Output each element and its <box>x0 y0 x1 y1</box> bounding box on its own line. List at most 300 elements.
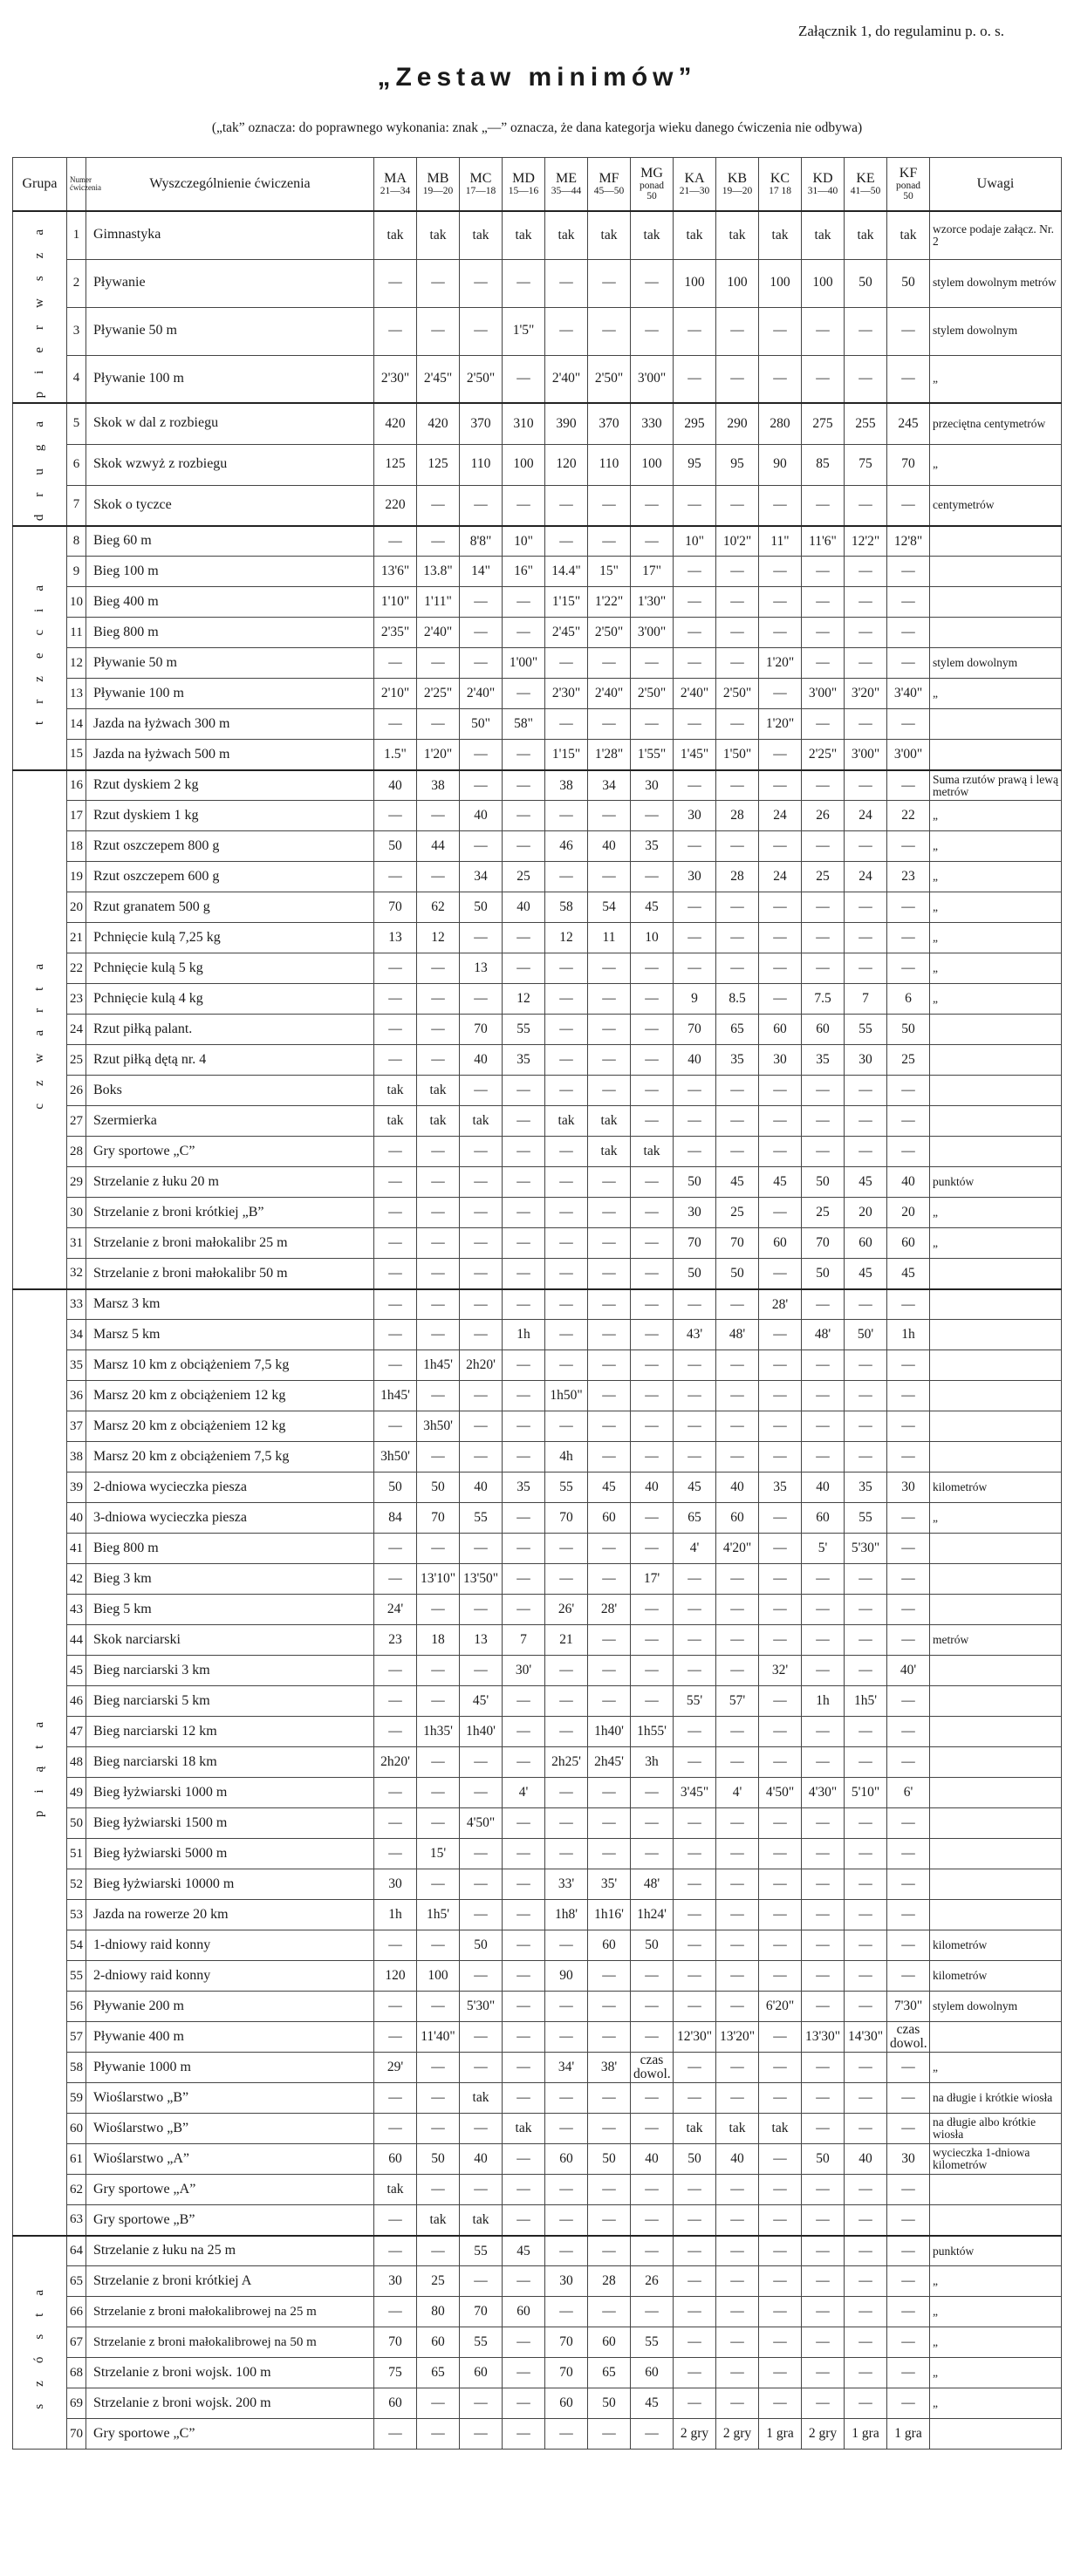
exercise-number: 29 <box>67 1167 86 1198</box>
value-cell: — <box>417 2388 460 2419</box>
value-cell: — <box>716 1992 759 2022</box>
value-cell: 2'40" <box>545 355 588 403</box>
remarks-cell: stylem dowolnym <box>930 307 1062 355</box>
value-cell: — <box>417 2053 460 2083</box>
value-cell: — <box>417 1442 460 1472</box>
value-cell: — <box>802 1992 845 2022</box>
remarks-cell <box>930 1259 1062 1289</box>
value-cell: 45 <box>845 1167 887 1198</box>
value-cell: — <box>845 2175 887 2205</box>
value-cell: — <box>674 1625 716 1656</box>
value-cell: — <box>759 1839 802 1869</box>
value-cell: 40 <box>845 2144 887 2175</box>
table-row <box>13 2144 1062 2175</box>
value-cell: 3'40" <box>887 679 930 709</box>
value-cell: — <box>631 984 674 1015</box>
value-cell: — <box>460 2175 503 2205</box>
remarks-cell: „ <box>930 984 1062 1015</box>
value-cell: 55 <box>845 1503 887 1534</box>
col-cat-0: MA 21—34 <box>374 158 417 212</box>
table-row <box>13 2358 1062 2388</box>
remarks-cell: stylem dowolnym <box>930 1992 1062 2022</box>
value-cell: — <box>674 2205 716 2236</box>
value-cell: 30 <box>674 1198 716 1228</box>
exercise-name: 1-dniowy raid konny <box>86 1930 374 1961</box>
table-row <box>13 648 1062 679</box>
table-row <box>13 2205 1062 2236</box>
value-cell: tak <box>716 211 759 259</box>
value-cell: 58" <box>503 709 545 740</box>
value-cell: 2'10" <box>374 679 417 709</box>
value-cell: — <box>716 2327 759 2358</box>
value-cell: 62 <box>417 892 460 923</box>
value-cell: — <box>674 2388 716 2419</box>
value-cell: 6'20" <box>759 1992 802 2022</box>
value-cell: — <box>674 1076 716 1106</box>
exercise-number: 12 <box>67 648 86 679</box>
value-cell: — <box>759 2388 802 2419</box>
remarks-cell: centymetrów <box>930 485 1062 526</box>
table-row <box>13 2297 1062 2327</box>
value-cell: — <box>674 1564 716 1595</box>
value-cell: — <box>759 1595 802 1625</box>
table-row <box>13 557 1062 587</box>
value-cell: — <box>460 770 503 801</box>
value-cell: — <box>802 831 845 862</box>
value-cell: — <box>716 2236 759 2266</box>
value-cell: — <box>588 1442 631 1472</box>
remarks-cell <box>930 1381 1062 1411</box>
value-cell: — <box>374 1259 417 1289</box>
value-cell: 24' <box>374 1595 417 1625</box>
table-row <box>13 1625 1062 1656</box>
value-cell: — <box>716 618 759 648</box>
remarks-cell: „ <box>930 2266 1062 2297</box>
value-cell: 2'50" <box>588 618 631 648</box>
value-cell: 50 <box>845 259 887 307</box>
value-cell: 30 <box>674 801 716 831</box>
value-cell: — <box>503 485 545 526</box>
value-cell: — <box>417 953 460 984</box>
value-cell: — <box>802 923 845 953</box>
value-cell: — <box>845 2053 887 2083</box>
value-cell: — <box>674 1381 716 1411</box>
exercise-name: Rzut granatem 500 g <box>86 892 374 923</box>
value-cell: — <box>716 1808 759 1839</box>
value-cell: — <box>374 1564 417 1595</box>
value-cell: 255 <box>845 403 887 444</box>
value-cell: — <box>588 526 631 557</box>
value-cell: 1h45' <box>374 1381 417 1411</box>
value-cell: — <box>588 1778 631 1808</box>
value-cell: — <box>374 2022 417 2053</box>
value-cell: 2'40" <box>460 679 503 709</box>
value-cell: 100 <box>674 259 716 307</box>
value-cell: 13.8" <box>417 557 460 587</box>
table-row <box>13 2083 1062 2114</box>
value-cell: — <box>417 1320 460 1350</box>
value-cell: 13'30" <box>802 2022 845 2053</box>
value-cell: — <box>887 831 930 862</box>
value-cell: — <box>417 1534 460 1564</box>
exercise-number: 11 <box>67 618 86 648</box>
value-cell: 35 <box>845 1472 887 1503</box>
value-cell: 5'30" <box>845 1534 887 1564</box>
value-cell: — <box>802 1656 845 1686</box>
value-cell: — <box>503 1839 545 1869</box>
value-cell: — <box>631 1778 674 1808</box>
table-row <box>13 1503 1062 1534</box>
value-cell: 280 <box>759 403 802 444</box>
value-cell: — <box>374 1930 417 1961</box>
value-cell: 13'50" <box>460 1564 503 1595</box>
col-remarks: Uwagi <box>930 158 1062 212</box>
value-cell: — <box>887 1930 930 1961</box>
value-cell: — <box>674 892 716 923</box>
value-cell: 2'30" <box>374 355 417 403</box>
value-cell: — <box>716 485 759 526</box>
table-row <box>13 1106 1062 1137</box>
value-cell: — <box>674 2327 716 2358</box>
value-cell: tak <box>802 211 845 259</box>
value-cell: — <box>503 355 545 403</box>
value-cell: — <box>802 2175 845 2205</box>
value-cell: 5'30" <box>460 1992 503 2022</box>
table-row <box>13 2022 1062 2053</box>
value-cell: 45 <box>759 1167 802 1198</box>
value-cell: — <box>716 1747 759 1778</box>
value-cell: — <box>802 1350 845 1381</box>
value-cell: — <box>460 984 503 1015</box>
value-cell: — <box>802 587 845 618</box>
value-cell: — <box>887 1961 930 1992</box>
value-cell: — <box>503 1717 545 1747</box>
value-cell: — <box>674 1106 716 1137</box>
value-cell: — <box>460 1961 503 1992</box>
value-cell: 12 <box>417 923 460 953</box>
value-cell: 17" <box>631 557 674 587</box>
exercise-number: 42 <box>67 1564 86 1595</box>
value-cell: 70 <box>460 2297 503 2327</box>
value-cell: — <box>417 1137 460 1167</box>
table-row <box>13 679 1062 709</box>
exercise-number: 10 <box>67 587 86 618</box>
value-cell: — <box>545 1808 588 1839</box>
table-row <box>13 1900 1062 1930</box>
value-cell: — <box>759 1503 802 1534</box>
value-cell: — <box>374 1167 417 1198</box>
value-cell: — <box>460 1839 503 1869</box>
value-cell: — <box>631 2205 674 2236</box>
exercise-name: Bieg 800 m <box>86 618 374 648</box>
value-cell: — <box>802 770 845 801</box>
value-cell: — <box>887 557 930 587</box>
value-cell: — <box>460 1320 503 1350</box>
value-cell: 35 <box>759 1472 802 1503</box>
value-cell: 30 <box>674 862 716 892</box>
exercise-name: Strzelanie z broni małokalibrowej na 50 m <box>86 2327 374 2358</box>
value-cell: 45 <box>631 2388 674 2419</box>
value-cell: — <box>503 1228 545 1259</box>
value-cell: — <box>631 801 674 831</box>
value-cell: — <box>845 2388 887 2419</box>
value-cell: — <box>588 801 631 831</box>
exercise-name: Pływanie <box>86 259 374 307</box>
value-cell: 40 <box>460 801 503 831</box>
value-cell: — <box>588 2022 631 2053</box>
remarks-cell: przeciętna centymetrów <box>930 403 1062 444</box>
value-cell: 7.5 <box>802 984 845 1015</box>
value-cell: 70 <box>545 2358 588 2388</box>
value-cell: — <box>802 1717 845 1747</box>
value-cell: — <box>802 2114 845 2144</box>
value-cell: 30 <box>887 1472 930 1503</box>
value-cell: tak <box>716 2114 759 2144</box>
value-cell: — <box>545 526 588 557</box>
remarks-cell <box>930 1900 1062 1930</box>
value-cell: — <box>545 1045 588 1076</box>
remarks-cell <box>930 2205 1062 2236</box>
value-cell: 13'6" <box>374 557 417 587</box>
value-cell: 2h25' <box>545 1747 588 1778</box>
remarks-cell <box>930 1656 1062 1686</box>
value-cell: — <box>503 740 545 770</box>
value-cell: — <box>545 1656 588 1686</box>
value-cell: 30 <box>374 2266 417 2297</box>
value-cell: — <box>374 648 417 679</box>
remarks-cell <box>930 1595 1062 1625</box>
value-cell: 55 <box>545 1472 588 1503</box>
value-cell: 1h <box>503 1320 545 1350</box>
value-cell: — <box>887 2114 930 2144</box>
value-cell: — <box>674 2083 716 2114</box>
value-cell: 7 <box>845 984 887 1015</box>
value-cell: — <box>802 355 845 403</box>
exercise-name: Strzelanie z broni wojsk. 100 m <box>86 2358 374 2388</box>
exercise-number: 53 <box>67 1900 86 1930</box>
value-cell: 13 <box>460 1625 503 1656</box>
value-cell: — <box>887 587 930 618</box>
value-cell: — <box>802 307 845 355</box>
table-row <box>13 1381 1062 1411</box>
value-cell: — <box>460 2419 503 2450</box>
remarks-cell <box>930 1839 1062 1869</box>
value-cell: 15' <box>417 1839 460 1869</box>
value-cell: 70 <box>716 1228 759 1259</box>
value-cell: 16" <box>503 557 545 587</box>
table-row <box>13 801 1062 831</box>
value-cell: 30 <box>845 1045 887 1076</box>
remarks-cell: punktów <box>930 2236 1062 2266</box>
col-cat-2: MC 17—18 <box>460 158 503 212</box>
value-cell: — <box>588 1228 631 1259</box>
value-cell: 12 <box>545 923 588 953</box>
value-cell: 60 <box>631 2358 674 2388</box>
value-cell: — <box>503 1564 545 1595</box>
exercise-name: Rzut piłką palant. <box>86 1015 374 1045</box>
table-row <box>13 1472 1062 1503</box>
value-cell: — <box>631 2297 674 2327</box>
remarks-cell: wzorce podaje załącz. Nr. 2 <box>930 211 1062 259</box>
exercise-name: Marsz 10 km z obciążeniem 7,5 kg <box>86 1350 374 1381</box>
table-row <box>13 1869 1062 1900</box>
value-cell: tak <box>374 1076 417 1106</box>
value-cell: 2h20' <box>460 1350 503 1381</box>
value-cell: 24 <box>759 801 802 831</box>
exercise-number: 59 <box>67 2083 86 2114</box>
value-cell: 125 <box>374 444 417 485</box>
value-cell: 60 <box>374 2144 417 2175</box>
remarks-cell <box>930 1808 1062 1839</box>
value-cell: 1'15" <box>545 587 588 618</box>
value-cell: — <box>631 1381 674 1411</box>
table-row <box>13 1961 1062 1992</box>
value-cell: 12'30" <box>674 2022 716 2053</box>
value-cell: — <box>545 2419 588 2450</box>
value-cell: — <box>503 1961 545 1992</box>
value-cell: 100 <box>716 259 759 307</box>
value-cell: 50 <box>802 1259 845 1289</box>
value-cell: 3h <box>631 1747 674 1778</box>
value-cell: 28' <box>759 1289 802 1320</box>
value-cell: 23 <box>887 862 930 892</box>
value-cell: — <box>845 953 887 984</box>
remarks-cell: stylem dowolnym <box>930 648 1062 679</box>
remarks-cell: „ <box>930 2327 1062 2358</box>
remarks-cell: „ <box>930 1503 1062 1534</box>
value-cell: — <box>417 801 460 831</box>
value-cell: — <box>631 1503 674 1534</box>
value-cell: — <box>845 1992 887 2022</box>
value-cell: 10'2" <box>716 526 759 557</box>
value-cell: — <box>545 801 588 831</box>
value-cell: — <box>759 355 802 403</box>
value-cell: 275 <box>802 403 845 444</box>
value-cell: — <box>503 2144 545 2175</box>
value-cell: 290 <box>716 403 759 444</box>
value-cell: — <box>674 2297 716 2327</box>
value-cell: 95 <box>674 444 716 485</box>
value-cell: — <box>545 307 588 355</box>
value-cell: — <box>887 770 930 801</box>
value-cell: — <box>674 709 716 740</box>
value-cell: — <box>802 1839 845 1869</box>
exercise-number: 67 <box>67 2327 86 2358</box>
value-cell: — <box>417 1778 460 1808</box>
value-cell: 50" <box>460 709 503 740</box>
value-cell: — <box>460 1228 503 1259</box>
value-cell: — <box>588 709 631 740</box>
value-cell: — <box>845 2358 887 2388</box>
table-row <box>13 403 1062 444</box>
value-cell: 45 <box>588 1472 631 1503</box>
value-cell: — <box>759 1198 802 1228</box>
value-cell: 3'20" <box>845 679 887 709</box>
exercise-name: Jazda na łyżwach 500 m <box>86 740 374 770</box>
value-cell: — <box>460 485 503 526</box>
exercise-number: 68 <box>67 2358 86 2388</box>
exercise-number: 37 <box>67 1411 86 1442</box>
value-cell: 125 <box>417 444 460 485</box>
value-cell: — <box>503 618 545 648</box>
value-cell: — <box>374 1992 417 2022</box>
value-cell: — <box>845 307 887 355</box>
value-cell: — <box>588 2205 631 2236</box>
value-cell: — <box>588 1076 631 1106</box>
value-cell: — <box>759 1747 802 1778</box>
value-cell: 1'5" <box>503 307 545 355</box>
exercise-number: 40 <box>67 1503 86 1534</box>
value-cell: — <box>674 923 716 953</box>
value-cell: — <box>545 1320 588 1350</box>
value-cell: — <box>631 1595 674 1625</box>
value-cell: — <box>374 1045 417 1076</box>
col-exercise: Wyszczególnienie ćwiczenia <box>86 158 374 212</box>
table-row <box>13 1411 1062 1442</box>
value-cell: — <box>460 2053 503 2083</box>
value-cell: tak <box>545 211 588 259</box>
table-row <box>13 444 1062 485</box>
value-cell: — <box>503 259 545 307</box>
value-cell: tak <box>588 1106 631 1137</box>
value-cell: 35 <box>631 831 674 862</box>
value-cell: — <box>759 587 802 618</box>
table-row <box>13 2266 1062 2297</box>
value-cell: 1h45' <box>417 1350 460 1381</box>
exercise-name: Marsz 20 km z obciążeniem 7,5 kg <box>86 1442 374 1472</box>
value-cell: — <box>417 709 460 740</box>
value-cell: 29' <box>374 2053 417 2083</box>
exercise-number: 63 <box>67 2205 86 2236</box>
value-cell: 7 <box>503 1625 545 1656</box>
value-cell: tak <box>503 2114 545 2144</box>
value-cell: — <box>759 2205 802 2236</box>
value-cell: — <box>887 2236 930 2266</box>
value-cell: 18 <box>417 1625 460 1656</box>
value-cell: — <box>845 1381 887 1411</box>
table-row <box>13 1320 1062 1350</box>
value-cell: — <box>716 1076 759 1106</box>
value-cell: 245 <box>887 403 930 444</box>
value-cell: — <box>802 1381 845 1411</box>
value-cell: — <box>631 1442 674 1472</box>
value-cell: — <box>887 1350 930 1381</box>
value-cell: — <box>503 1350 545 1381</box>
value-cell: 7'30" <box>887 1992 930 2022</box>
table-row <box>13 1992 1062 2022</box>
value-cell: — <box>631 1045 674 1076</box>
value-cell: — <box>845 1717 887 1747</box>
value-cell: — <box>759 2358 802 2388</box>
value-cell: 40 <box>887 1167 930 1198</box>
exercise-number: 50 <box>67 1808 86 1839</box>
remarks-cell: „ <box>930 355 1062 403</box>
exercise-name: Pływanie 50 m <box>86 307 374 355</box>
value-cell: — <box>374 1717 417 1747</box>
value-cell: 1'30" <box>631 587 674 618</box>
value-cell: 85 <box>802 444 845 485</box>
value-cell: 90 <box>545 1961 588 1992</box>
exercise-number: 49 <box>67 1778 86 1808</box>
value-cell: — <box>545 2022 588 2053</box>
table-row <box>13 2175 1062 2205</box>
value-cell: — <box>545 1992 588 2022</box>
value-cell: — <box>417 1656 460 1686</box>
value-cell: 11'40" <box>417 2022 460 2053</box>
exercise-name: Bieg 3 km <box>86 1564 374 1595</box>
value-cell: — <box>545 1289 588 1320</box>
value-cell: — <box>759 2175 802 2205</box>
